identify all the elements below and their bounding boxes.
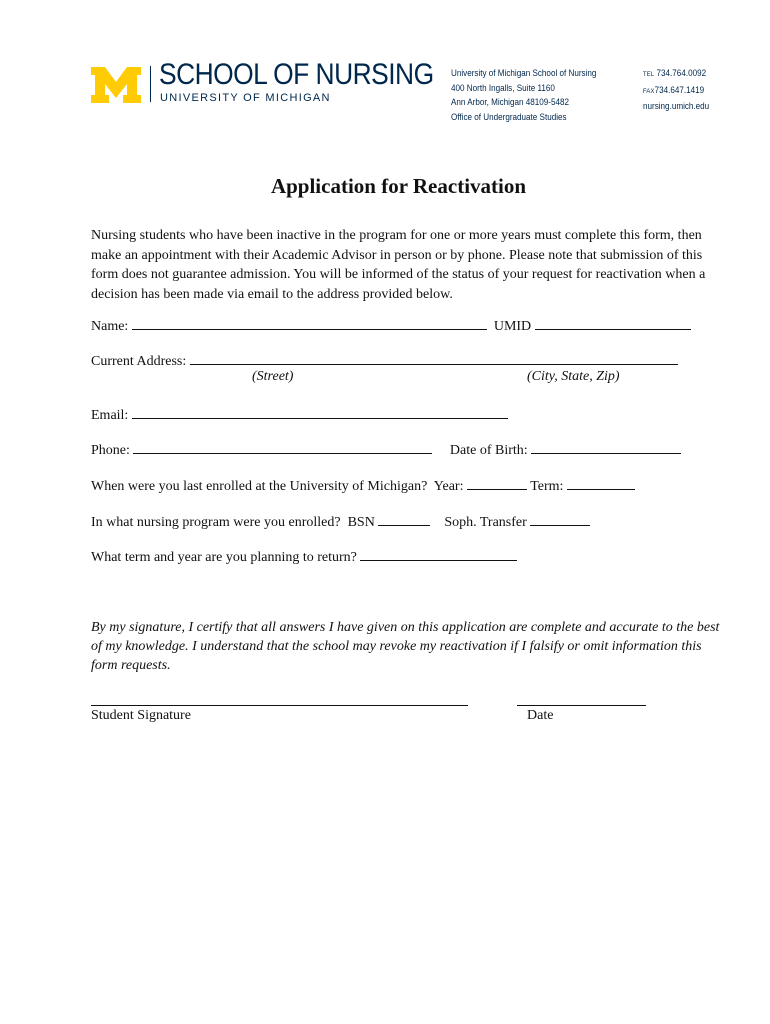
tel-label: TEL <box>643 71 655 78</box>
street-hint: (Street) <box>252 369 294 384</box>
soph-transfer-field[interactable] <box>530 511 590 526</box>
term-field[interactable] <box>567 475 635 490</box>
block-m-logo-icon <box>91 67 141 103</box>
last-enrolled-question: When were you last enrolled at the University of Michigan? <box>91 479 428 494</box>
logo-university-name: UNIVERSITY OF MICHIGAN <box>160 92 331 104</box>
name-row <box>91 315 691 336</box>
bsn-field[interactable] <box>378 511 430 526</box>
address-line: Ann Arbor, Michigan 48109-5482 <box>451 97 569 107</box>
name-label: Name: <box>91 319 129 334</box>
address-block <box>451 66 596 124</box>
last-enrolled-row <box>91 475 635 496</box>
phone-label: Phone: <box>91 443 130 458</box>
signature-label: Student Signature <box>91 708 191 723</box>
fax <box>643 83 709 100</box>
address-label: Current Address: <box>91 354 187 369</box>
return-row <box>91 546 517 567</box>
email-row <box>91 404 508 425</box>
certification-statement: By my signature, I certify that all answers I have given on this application are complete and accurate to the best of my knowledge. I understand that the school may revoke my reactivation if I falsify or omit information this form requests. <box>91 620 720 673</box>
term-label: Term: <box>530 479 564 494</box>
signature-line[interactable] <box>91 705 468 706</box>
date-line[interactable] <box>517 705 646 706</box>
logo-school-name: SCHOOL OF NURSING <box>159 58 434 91</box>
umid-field[interactable] <box>535 315 691 330</box>
address-line: 400 North Ingalls, Suite 1160 <box>451 82 555 93</box>
email-field[interactable] <box>132 404 508 419</box>
soph-transfer-label: Soph. Transfer <box>444 515 527 530</box>
page-title: Application for Reactivation <box>270 174 527 198</box>
return-term-field[interactable] <box>360 546 517 561</box>
program-question: In what nursing program were you enrolled? <box>91 515 341 530</box>
umid-label: UMID <box>493 319 532 334</box>
address-line: University of Michigan School of Nursing <box>451 68 597 78</box>
email-label: Email: <box>91 408 129 423</box>
date-label: Date <box>527 708 554 723</box>
phone-row <box>91 439 681 460</box>
address-line: Office of Undergraduate Studies <box>451 111 567 122</box>
year-field[interactable] <box>467 475 527 490</box>
bsn-label: BSN <box>347 515 375 530</box>
name-field[interactable] <box>132 315 487 330</box>
dob-field[interactable] <box>531 439 681 454</box>
logo-divider <box>150 66 151 102</box>
return-question: What term and year are you planning to return? <box>91 550 357 565</box>
address-field[interactable] <box>190 350 678 365</box>
phone-field[interactable] <box>133 439 432 454</box>
city-state-zip-hint: (City, State, Zip) <box>527 369 620 384</box>
website-link[interactable]: nursing.umich.edu <box>643 101 710 111</box>
year-label: Year: <box>433 479 464 494</box>
fax-label: FAX <box>643 87 655 95</box>
fax-number: 734.647.1419 <box>654 84 705 95</box>
tel-number: 734.764.0092 <box>656 68 707 78</box>
telephone <box>643 66 709 83</box>
contact-block <box>643 66 709 114</box>
intro-paragraph: Nursing students who have been inactive in the program for one or more years must complete this form, then make an appointment with their Academic Advisor in person or by phone. Please note that submission of this form does not guarantee admission. You will be informed of the status of your request for reactivation when a decision has been made via email to the address provided below. <box>91 228 706 302</box>
program-row <box>91 511 590 532</box>
dob-label: Date of Birth: <box>449 443 528 458</box>
address-row <box>91 350 678 371</box>
